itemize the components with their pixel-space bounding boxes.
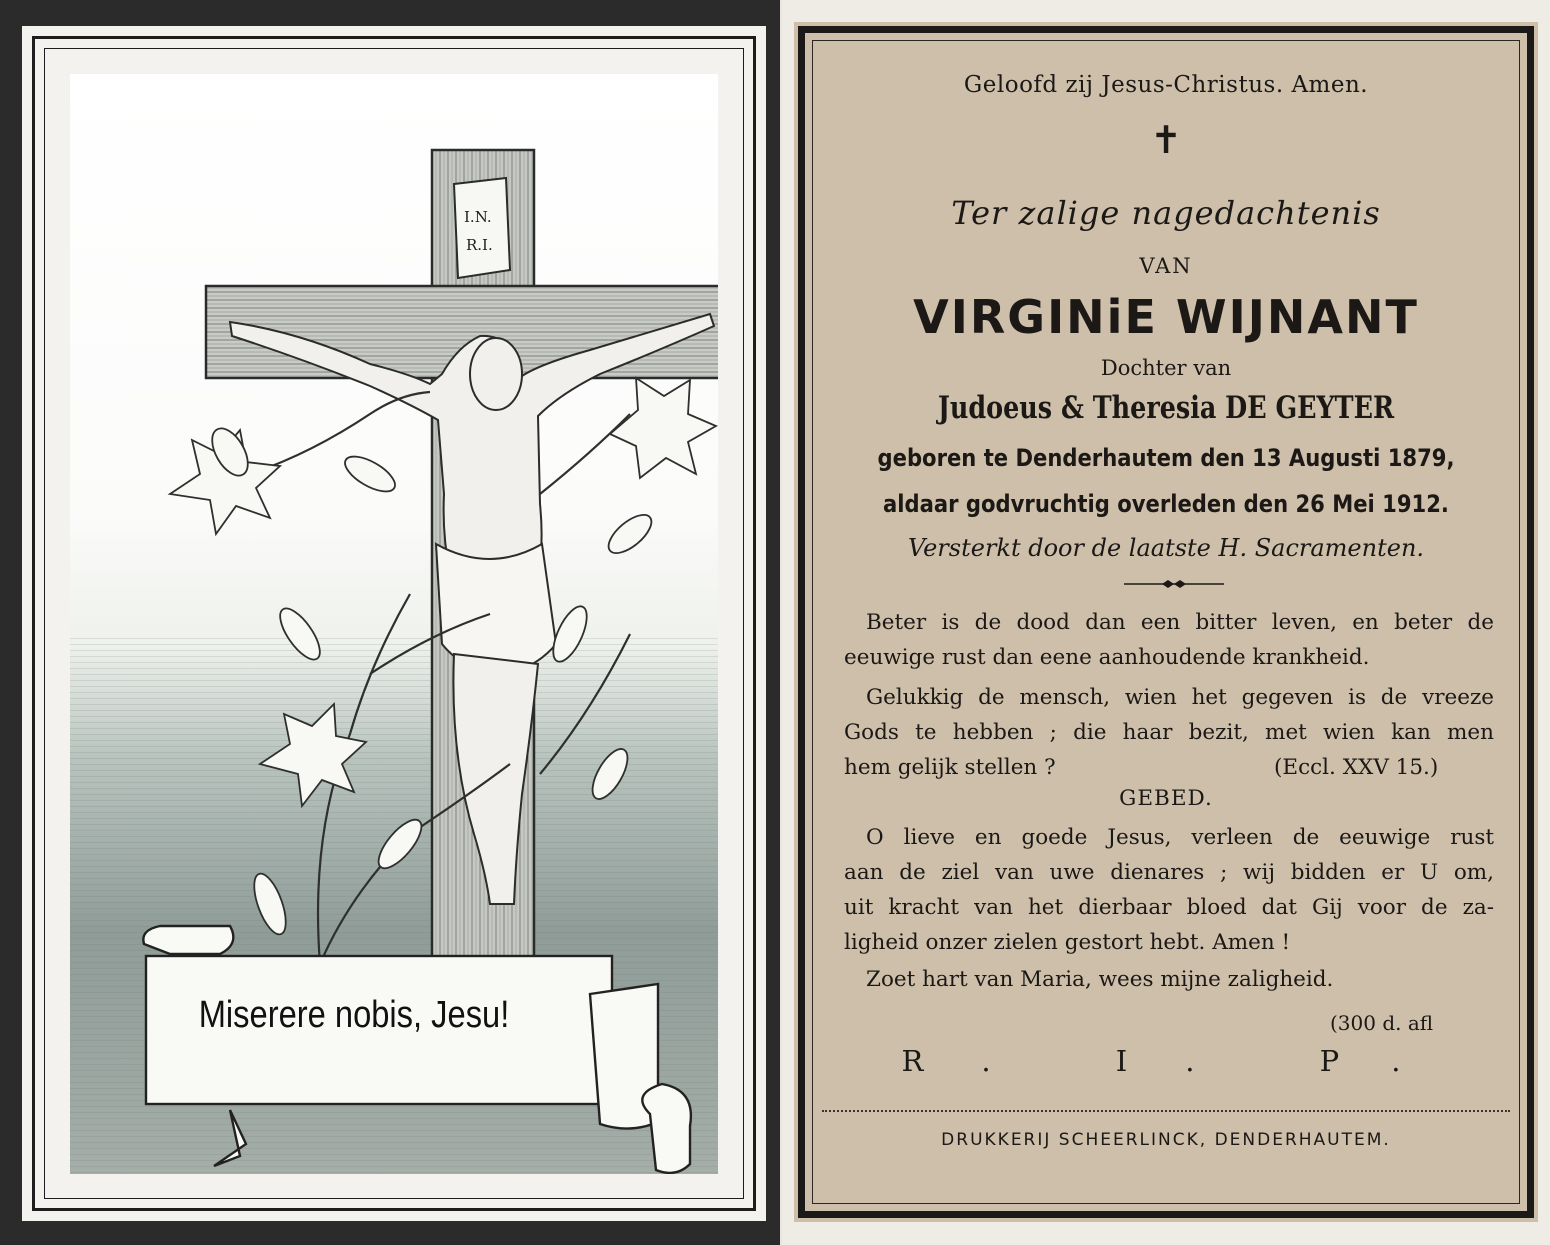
titulus-line-1: I.N. [464, 208, 492, 226]
titulus-line-2: R.I. [466, 236, 493, 254]
sacraments-line: Versterkt door de laatste H. Sacramenten. [907, 534, 1425, 562]
indulgence-note: (300 d. afl [1330, 1011, 1434, 1035]
daughter-of-line: Dochter van [1100, 356, 1232, 380]
verse-line-3: Gelukkig de mensch, wien het gegeven is de vreeze [866, 685, 1494, 710]
prayer-heading: GEBED. [1119, 786, 1213, 811]
birth-line: geboren te Denderhautem den 13 Augusti 1879, [877, 444, 1455, 472]
right-card-frame [794, 22, 1538, 1222]
verse-reference: (Eccl. XXV 15.) [1274, 755, 1439, 780]
memorial-heading: Ter zalige nagedachtenis [951, 194, 1381, 232]
van-line: VAN [1139, 254, 1193, 278]
deceased-name: VIRGINiE WIJNANT [913, 290, 1419, 344]
parents-names: Judoeus & Theresia DE GEYTER [937, 390, 1395, 426]
prayer-line-4: ligheid onzer zielen gestort hebt. Amen ! [844, 930, 1291, 955]
praise-line: Geloofd zij Jesus-Christus. Amen. [963, 72, 1369, 98]
ornament-divider-icon [1124, 578, 1224, 590]
dotted-divider [822, 1110, 1510, 1112]
verse-line-1: Beter is de dood dan een bitter leven, en beter de [866, 610, 1494, 635]
printer-imprint: DRUKKERIJ SCHEERLINCK, DENDERHAUTEM. [941, 1130, 1391, 1150]
banner-inscription: Miserere nobis, Jesu! [198, 994, 510, 1036]
verse-line-2: eeuwige rust dan eene aanhoudende krankheid. [844, 645, 1370, 670]
crucifixion-illustration [70, 74, 718, 1174]
verse-line-5: hem gelijk stellen ? [844, 755, 1056, 780]
right-card-text-side [782, 0, 1550, 1245]
verse-line-4: Gods te hebben ; die haar bezit, met wien kan men [844, 720, 1494, 745]
invocation-line: Zoet hart van Maria, wees mijne zaligheid. [866, 967, 1334, 992]
death-line: aldaar godvruchtig overleden den 26 Mei 1912. [883, 490, 1449, 518]
left-card-frame [22, 26, 766, 1221]
prayer-line-3: uit kracht van het dierbaar bloed dat Gij voor de za- [844, 895, 1494, 920]
prayer-line-2: aan de ziel van uwe dienares ; wij bidden er U om, [844, 860, 1494, 885]
cross-icon: ✝ [1150, 118, 1182, 162]
rip-line: R. I. P. [901, 1044, 1459, 1078]
prayer-line-1: O lieve en goede Jesus, verleen de eeuwige rust [866, 825, 1494, 850]
